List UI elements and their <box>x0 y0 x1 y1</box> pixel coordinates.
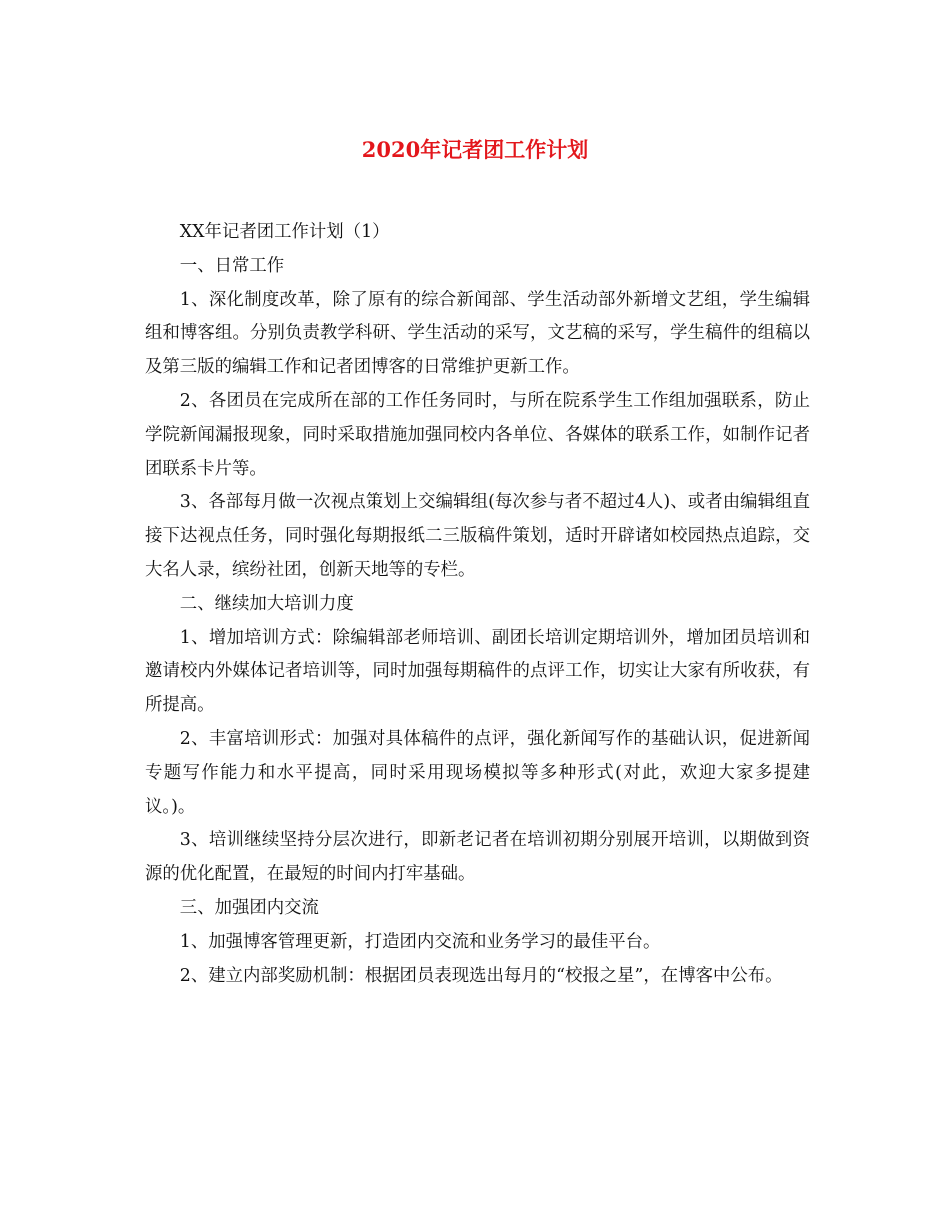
paragraph: 3、各部每月做一次视点策划上交编辑组(每次参与者不超过4人)、或者由编辑组直接下达视点任务，同时强化每期报纸二三版稿件策划，适时开辟诸如校园热点追踪，交大名人录，缤纷社团，创新天地等的专栏。 <box>145 492 810 580</box>
paragraph: 3、培训继续坚持分层次进行，即新老记者在培训初期分别展开培训，以期做到资源的优化配置，在最短的时间内打牢基础。 <box>145 830 810 885</box>
paragraph: 2、建立内部奖励机制：根据团员表现选出每月的“校报之星”，在博客中公布。 <box>179 965 783 986</box>
paragraph-subtitle: XX年记者团工作计划（1） <box>179 222 390 242</box>
document-title: 2020年记者团工作计划 <box>361 137 589 162</box>
paragraph: 2、丰富培训形式：加强对具体稿件的点评，强化新闻写作的基础认识，促进新闻专题写作能力和水平提高，同时采用现场模拟等多种形式(对此，欢迎大家多提建议。)。 <box>145 728 810 817</box>
paragraph: 1、增加培训方式：除编辑部老师培训、副团长培训定期培训外，增加团员培训和邀请校内外媒体记者培训等，同时加强每期稿件的点评工作，切实让大家有所收获，有所提高。 <box>145 627 810 716</box>
paragraph: 2、各团员在完成所在部的工作任务同时，与所在院系学生工作组加强联系，防止学院新闻漏报现象，同时采取措施加强同校内各单位、各媒体的联系工作，如制作记者团联系卡片等。 <box>145 390 810 479</box>
section-heading-communication: 三、加强团内交流 <box>179 897 319 918</box>
section-heading-daily-work: 一、日常工作 <box>179 255 285 276</box>
section-heading-training: 二、继续加大培训力度 <box>179 593 354 614</box>
paragraph: 1、深化制度改革，除了原有的综合新闻部、学生活动部外新增文艺组，学生编辑组和博客组。分别负责教学科研、学生活动的采写，文艺稿的采写，学生稿件的组稿以及第三版的编辑工作和记者团博客的日常维护更新工作。 <box>145 289 810 378</box>
paragraph: 1、加强博客管理更新，打造团内交流和业务学习的最佳平台。 <box>179 931 661 952</box>
document-body <box>145 216 810 993</box>
